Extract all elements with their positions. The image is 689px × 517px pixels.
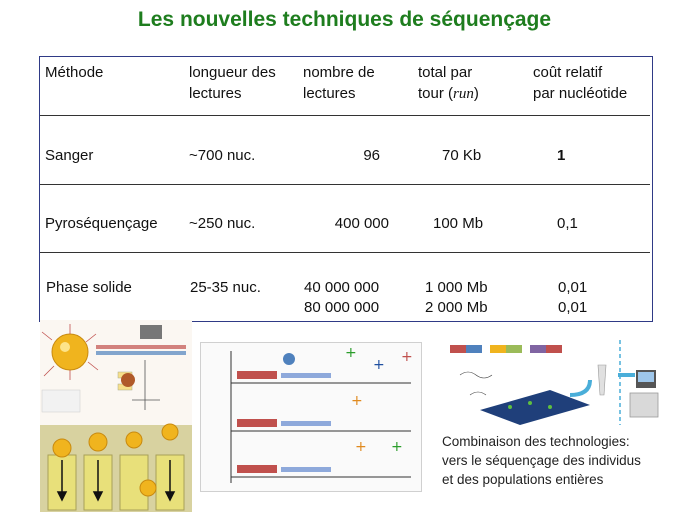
row-pyro-method: Pyroséquençage (45, 215, 158, 232)
row-pyro-read-count: 400 000 (334, 215, 389, 232)
header-read-length-line1: longueur des (189, 64, 276, 81)
row-solid-cost-2: 0,01 (558, 299, 588, 316)
header-method: Méthode (45, 64, 104, 81)
technology-combination-illustration (440, 335, 660, 427)
caption (442, 432, 641, 489)
bead-sequencing-illustration (40, 320, 192, 512)
plus-icon: + (373, 357, 385, 373)
row-divider (40, 184, 650, 185)
plus-icon: + (351, 393, 363, 409)
row-solid-read-length: 25-35 nuc. (190, 279, 261, 296)
plus-icon: + (355, 439, 367, 455)
header-read-count-line1: nombre de (303, 64, 375, 81)
caption-line: et des populations entières (442, 472, 604, 487)
row-solid-read-count-2: 80 000 000 (304, 299, 380, 316)
row-solid-method: Phase solide (46, 279, 132, 296)
row-divider (40, 252, 650, 253)
header-total-line1: total par (418, 64, 473, 81)
row-solid-cost: 0,01 (558, 279, 588, 296)
row-pyro-read-length: ~250 nuc. (189, 215, 256, 232)
sequencing-comparison-table (39, 56, 653, 322)
row-sanger-total: 70 Kb (442, 147, 482, 164)
row-sanger-read-count: 96 (363, 147, 380, 164)
row-sanger-read-length: ~700 nuc. (189, 147, 256, 164)
header-total-line2: tour (run) (418, 85, 479, 102)
caption-line: Combinaison des technologies: (442, 434, 630, 449)
row-sanger-method: Sanger (45, 147, 94, 164)
page-title: Les nouvelles techniques de séquençage (137, 8, 552, 31)
row-solid-read-count: 40 000 000 (304, 279, 380, 296)
plus-icon: + (345, 345, 357, 361)
header-cost-line2: par nucléotide (533, 85, 628, 102)
plus-icon: + (401, 349, 413, 365)
caption-line: vers le séquençage des individus (442, 453, 641, 468)
row-pyro-cost: 0,1 (557, 215, 578, 232)
header-read-length-line2: lectures (189, 85, 242, 102)
header-cost-line1: coût relatif (533, 64, 603, 81)
row-divider (40, 115, 650, 116)
ligation-steps-illustration (200, 342, 422, 492)
row-solid-total: 1 000 Mb (425, 279, 488, 296)
row-solid-total-2: 2 000 Mb (425, 299, 488, 316)
row-sanger-cost: 1 (557, 147, 566, 164)
row-pyro-total: 100 Mb (433, 215, 484, 232)
header-read-count-line2: lectures (303, 85, 356, 102)
plus-icon: + (391, 439, 403, 455)
bead-icon (52, 334, 88, 370)
